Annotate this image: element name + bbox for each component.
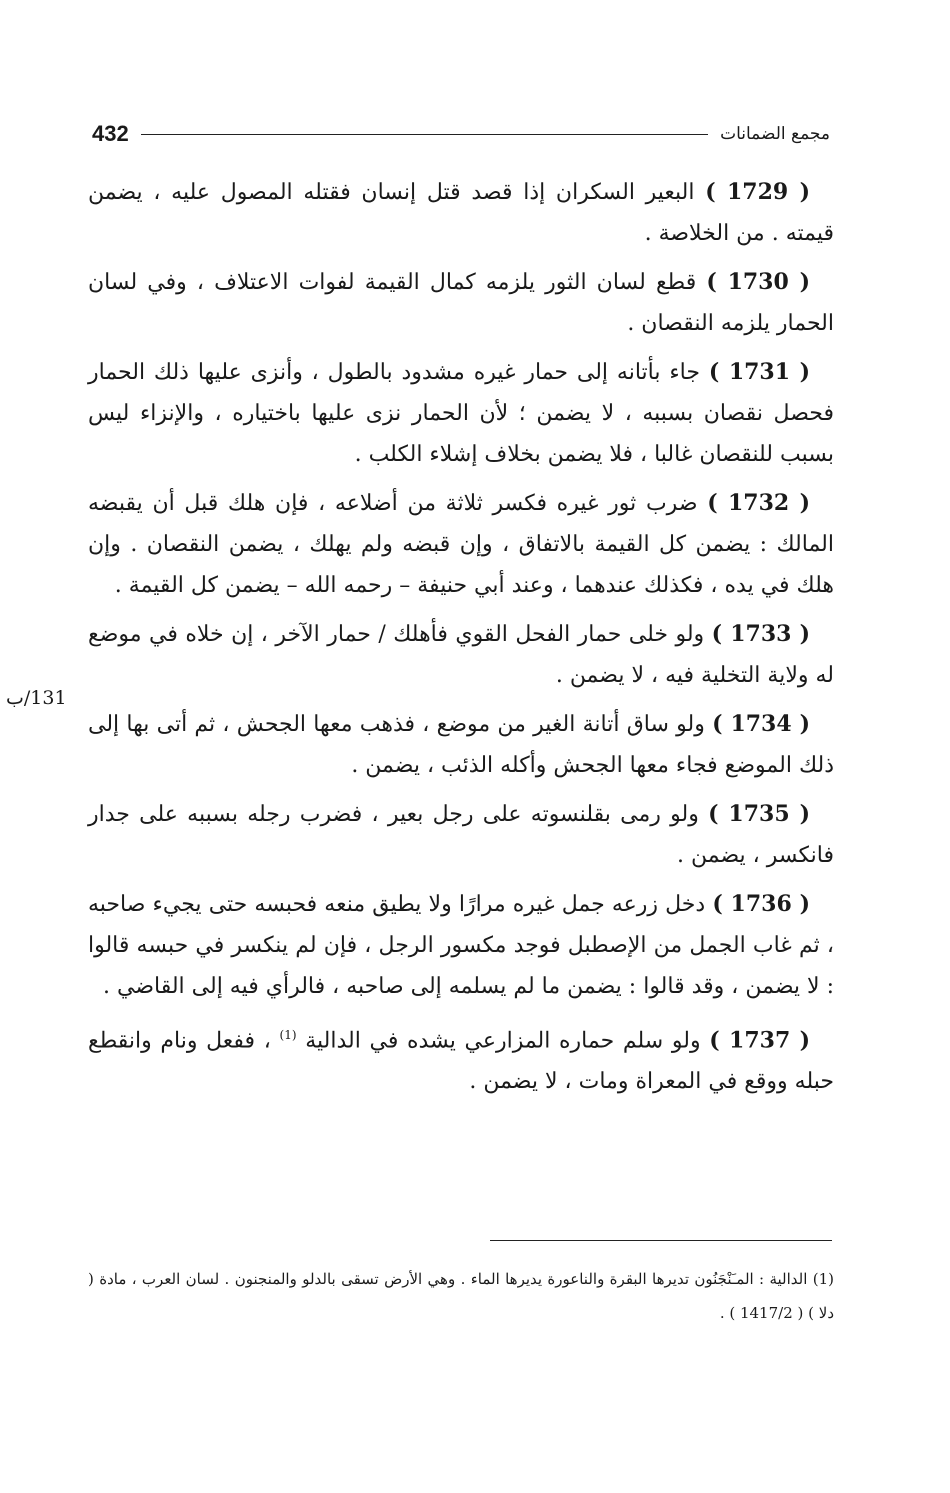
paragraph-1731 [88,352,834,475]
paragraph-1729 [88,172,834,254]
footnotes [88,1262,834,1330]
paragraph-text: دخل زرعه جمل غيره مرارًا ولا يطيق منعه فحبسه حتى يجيء صاحبه ، ثم غاب الجمل من الإصطبل فوجد مكسور الرجل ، فإن لم ينكسر في حبسه قالوا : لا يضمن ، وقد قالوا : يضمن ما لم يسلمه إلى صاحبه ، فالرأي فيه إلى القاضي . [88,892,834,999]
paragraph-text: ولو خلى حمار الفحل القوي فأهلك / حمار الآخر ، إن خلاه في موضع له ولاية التخلية فيه ، لا يضمن . [88,622,834,688]
paragraph-text: ولو ساق أتانة الغير من موضع ، فذهب معها الجحش ، ثم أتى بها إلى ذلك الموضع فجاء معها الجحش وأكله الذئب ، يضمن . [88,712,834,778]
paragraph-text: ، ففعل ونام وانقطع حبله ووقع في المعراة ومات ، لا يضمن . [88,1028,834,1095]
paragraph-text: جاء بأتانه إلى حمار غيره مشدود بالطول ، وأنزى عليها ذلك الحمار فحصل نقصان بسببه ، لا يضمن ؛ لأن الحمار نزى عليها باختياره ، والإنزاء ليس بسبب للنقصان غالبا ، فلا يضمن بخلاف إشلاء الكلب . [88,360,834,467]
paragraph-text: قطع لسان الثور يلزمه كمال القيمة لفوات الاعتلاف ، وفي لسان الحمار يلزمه النقصان . [88,270,834,336]
footnote-1: (1) الدالية : المـَنْجَنُون تديرها البقرة والناعورة يديرها الماء . وهي الأرض تسقى بالدلو والمنجنون . لسان العرب ، مادة ( دلا ) ( 1417/2 ) . [88,1270,834,1322]
paragraph-number: ( 1731 ) [708,359,810,385]
margin-folio-note: 131/ب [6,687,67,709]
paragraph-number: ( 1732 ) [707,490,811,516]
footnote-reference[interactable]: (1) [279,1028,297,1042]
paragraph-1732 [88,483,834,606]
paragraph-text: ضرب ثور غيره فكسر ثلاثة من أضلاعه ، فإن هلك قبل أن يقبضه المالك : يضمن كل القيمة بالاتفاق ، وإن قبضه ولم يهلك ، يضمن النقصان . وإن هلك في يده ، فكذلك عندهما ، وعند أبي حنيفة – رحمه الله – يضمن كل القيمة . [88,491,834,598]
running-header [92,118,830,150]
paragraph-number: ( 1736 ) [712,891,810,917]
paragraph-1735 [88,794,834,876]
paragraph-text: ولو سلم حماره المزارعي يشده في الدالية [305,1028,701,1054]
paragraph-number: ( 1730 ) [706,269,810,295]
paragraph-1736 [88,884,834,1007]
body-text [88,172,834,1110]
paragraph-text: البعير السكران إذا قصد قتل إنسان فقتله المصول عليه ، يضمن قيمته . من الخلاصة . [88,180,834,246]
paragraph-number: ( 1729 ) [705,179,810,205]
paragraph-number: ( 1735 ) [708,801,810,827]
footnote-separator [490,1240,832,1241]
paragraph-text: ولو رمى بقلنسوته على رجل بعير ، فضرب رجله بسببه على جدار فانكسر ، يضمن . [88,802,834,868]
paragraph-number: ( 1737 ) [709,1027,810,1054]
header-rule [141,134,708,135]
paragraph-number: ( 1733 ) [711,621,811,647]
paragraph-number: ( 1734 ) [712,711,810,737]
page-number: 432 [92,121,129,146]
book-title: مجمع الضمانات [720,124,830,144]
paragraph-1733 [88,614,834,696]
paragraph-1734 [88,704,834,786]
paragraph-1737 [88,1015,834,1102]
paragraph-1730 [88,262,834,344]
